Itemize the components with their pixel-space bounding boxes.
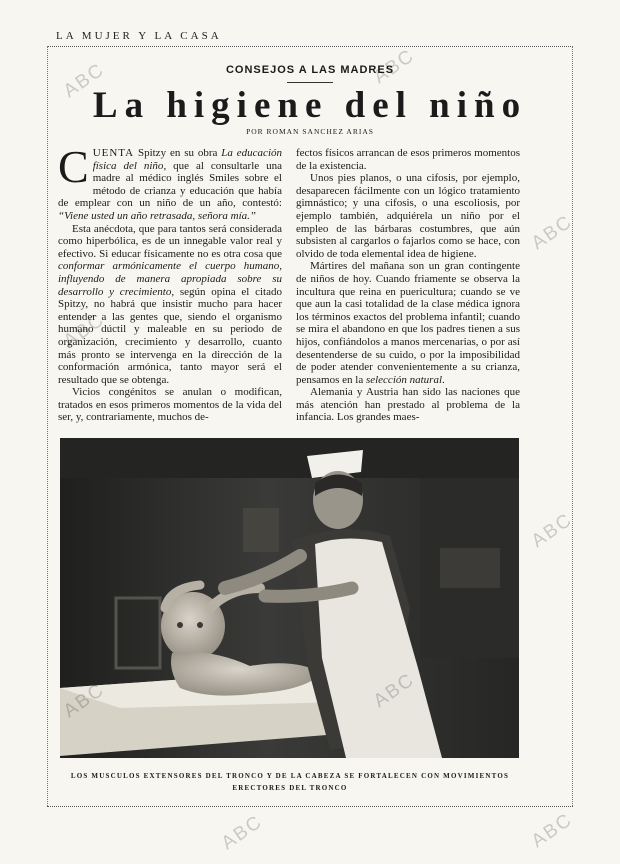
watermark: ABC <box>59 59 109 103</box>
paragraph: Unos pies planos, o una cifosis, por ejemplo, desaparecen fácilmente con un lógico tratamiento gimnástico; y una cifosis, o una escoliosis, por ejemplo también, adquiérela un niño por el empleo de las bárbaras costumbres, que aún subsisten al cargarlos o fajarlos como se hace, con olvido de toda elemental idea de higiene. <box>296 172 520 260</box>
frame-border-left <box>47 46 48 806</box>
section-label: CONSEJOS A LAS MADRES <box>225 64 395 76</box>
photo-illustration <box>60 438 519 758</box>
watermark: ABC <box>369 45 419 89</box>
paragraph: Mártires del mañana son un gran contingente de niños de hoy. Cuando friamente se observa la incultura que reina en puericultura; cuando se ve que aun la casi totalidad de la clase médica ignora los términos exactos del problema infantil; cuando se mira el abandono en que los padres tienen a sus hijos, confiándolos a manos mercenarias, o por así desentenderse de su cuido, o por la imposibilidad de poder atender convenientemente a su crianza, pensamos en la selección natural. <box>296 260 520 386</box>
paragraph: Alemania y Austria han sido las naciones que más atención han prestado al problema de la infancia. Los grandes maes- <box>296 386 520 424</box>
byline: POR ROMAN SANCHEZ ARIAS <box>246 127 374 136</box>
photograph-nurse-bathing-baby <box>60 438 519 758</box>
paragraph: fectos físicos arrancan de esos primeros momentos de la existencia. <box>296 147 520 172</box>
paragraph: Vicios congénitos se anulan o modifican, tratados en esos primeros momentos de la vida del ser, y, contrariamente, muchos de- <box>58 386 282 424</box>
section-rule <box>287 82 333 83</box>
frame-border-bottom <box>47 806 573 807</box>
frame-border-right <box>572 46 573 806</box>
wall-frame <box>243 508 279 552</box>
wall-band <box>60 438 519 478</box>
watermark: ABC <box>527 509 577 553</box>
frame-border-top <box>47 46 573 47</box>
watermark: ABC <box>527 809 577 853</box>
running-head: LA MUJER Y LA CASA <box>56 30 222 42</box>
watermark: ABC <box>59 309 109 353</box>
paragraph: CUENTA Spitzy en su obra La educación física del niño, que al consultarle una madre al médico inglés Smiles sobre el método de crianza y educación que había de emplear con un niño de un año, contestó: “Viene usted un año retrasada, señora mía.” <box>58 141 282 222</box>
watermark: ABC <box>527 211 577 255</box>
text-column-left <box>58 141 282 424</box>
photo-caption: LOS MUSCULOS EXTENSORES DEL TRONCO Y DE LA CABEZA SE FORTALECEN CON MOVIMIENTOS ERECTORES DEL TRONCO <box>70 772 510 792</box>
paragraph: Esta anécdota, que para tantos será considerada como hiperbólica, es de un innegable valor real y efectivo. Si educar físicamente no es otra cosa que conformar armónicamente el cuerpo humano, influyendo de manera apropiada sobre su desarrollo y crecimiento, según opina el citado Spitzy, no habrá que insistir mucho para hacer entender a las gentes que, siendo el organismo humano dúctil y maleable en su periodo de organización, crecimiento y desarrollo, cuanto más pronto se intervenga en la dirección de la conformación armónica, tanto mayor será el resultado que se obtenga. <box>58 222 282 386</box>
drop-cap: C <box>58 141 89 192</box>
watermark: ABC <box>217 811 267 855</box>
article-title: La higiene del niño <box>92 85 528 126</box>
text-column-right <box>296 147 520 424</box>
